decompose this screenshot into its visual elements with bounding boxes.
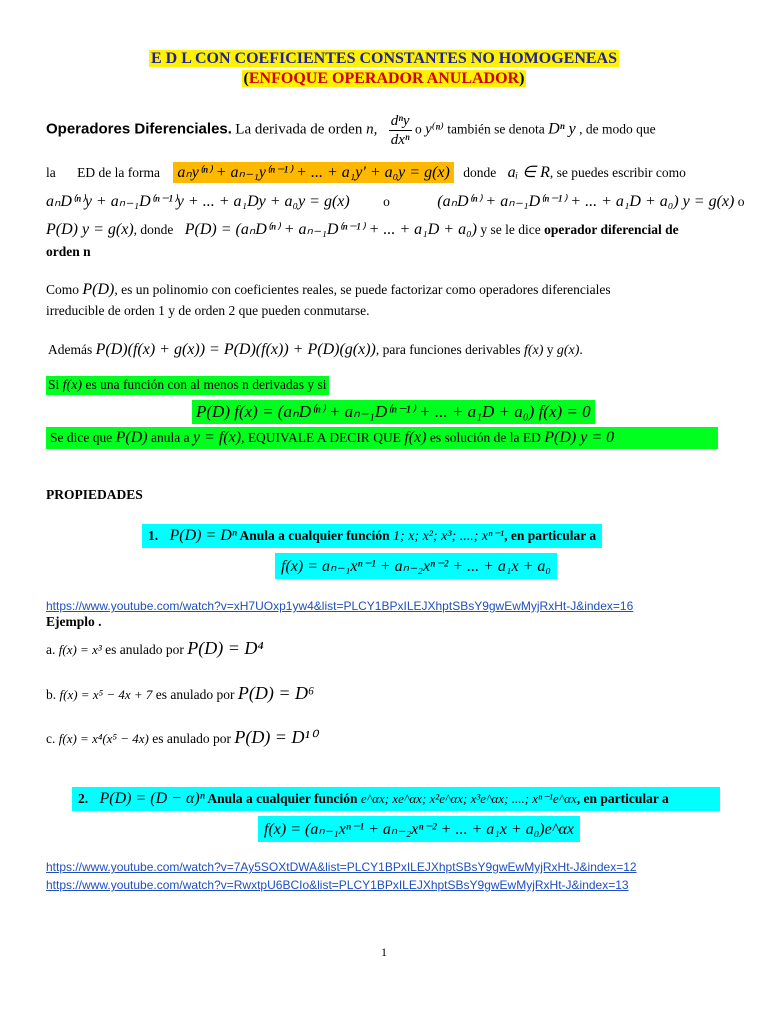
example-c-label: c. <box>46 731 59 746</box>
green-fx2: f(x) <box>404 429 427 446</box>
property-2-operator: P(D) = (D − α)ⁿ <box>99 790 205 807</box>
title-line-2: (ENFOQUE OPERADOR ANULADOR) <box>243 70 525 87</box>
example-a-text: es anulado por <box>101 642 188 657</box>
example-b-pd: P(D) = D⁶ <box>237 683 315 703</box>
intro-line-2 <box>46 162 724 182</box>
intro-text-3: , de modo que <box>579 121 656 137</box>
intro-o2: o <box>383 194 390 209</box>
orden-n-text: orden n <box>46 244 91 259</box>
intro-o: o <box>414 121 426 137</box>
intro-donde2: , donde <box>133 222 174 237</box>
intro-operador-diferencial: operador diferencial de <box>544 222 679 237</box>
example-b-text: es anulado por <box>152 687 238 702</box>
intro-line-1 <box>46 112 656 149</box>
example-c-pd: P(D) = D¹⁰ <box>234 727 318 747</box>
youtube-link-2[interactable] <box>46 859 637 875</box>
document-subtitle <box>0 70 768 88</box>
property-2-number: 2. <box>78 791 89 806</box>
example-c <box>46 727 317 748</box>
equation-factored-form: (aₙD⁽ⁿ⁾ + aₙ₋₁D⁽ⁿ⁻¹⁾ + ... + a₁D + a₀) y = g(x) <box>437 193 735 210</box>
youtube-link-3-text[interactable]: https://www.youtube.com/watch?v=RwxtpU6BCIo&list=PLCY1BPxILEJXhptSBsY9gwEwMyjRxHt-J&index=13 <box>46 878 629 892</box>
intro-donde: donde <box>463 165 497 180</box>
intro-ed-forma: ED de la forma <box>77 165 160 180</box>
intro-line-4 <box>46 219 726 239</box>
equation-pd-y: P(D) y = g(x) <box>46 221 134 238</box>
green-fx: f(x) <box>62 378 83 393</box>
como-text-a: Como <box>46 282 83 297</box>
green-yfx: y = f(x) <box>192 429 242 446</box>
ademas-dot: . <box>579 342 583 357</box>
equation-pd-definition: P(D) = (aₙD⁽ⁿ⁾ + aₙ₋₁D⁽ⁿ⁻¹⁾ + ... + a₁D + a₀) <box>184 221 477 238</box>
youtube-link-1-text[interactable]: https://www.youtube.com/watch?v=xH7UOxp1yw4&list=PLCY1BPxILEJXhptSBsY9gwEwMyjRxHt-J&index=16 <box>46 599 634 613</box>
linearity-equation: P(D)(f(x) + g(x)) = P(D)(f(x)) + P(D)(g(x)) <box>95 341 376 358</box>
ademas-line <box>48 341 583 359</box>
como-line-2 <box>46 303 370 319</box>
green-equivale: , EQUIVALE A DECIR QUE <box>241 430 405 445</box>
property-1-number: 1. <box>148 528 159 543</box>
property-2-particular: , en particular a <box>576 791 669 806</box>
ejemplo-text: Ejemplo . <box>46 614 102 629</box>
como-paragraph <box>46 281 724 299</box>
youtube-link-3[interactable] <box>46 877 629 893</box>
property-1-line-2 <box>275 553 557 579</box>
fraction-numerator: dⁿy <box>390 113 410 129</box>
propiedades-heading-text: PROPIEDADES <box>46 487 143 502</box>
intro-text-2: también se denota <box>447 121 549 137</box>
como-pd: P(D) <box>82 281 115 298</box>
green-pd: P(D) <box>115 429 148 446</box>
property-2-functions: e^αx; xe^αx; x²e^αx; x³e^αx; ....; xⁿ⁻¹e^αx <box>360 791 577 806</box>
page-number <box>0 945 768 960</box>
propiedades-heading <box>46 487 143 503</box>
property-1-functions: 1; x; x²; x³; ....; xⁿ⁻¹ <box>393 529 505 544</box>
intro-yn: y⁽ⁿ⁾ <box>425 121 444 138</box>
property-1-line-1 <box>142 524 602 548</box>
intro-heading: Operadores Diferenciales. <box>46 120 232 138</box>
example-b-fx: f(x) = x⁵ − 4x + 7 <box>59 687 153 702</box>
document-title <box>0 50 768 68</box>
property-2-text: Anula a cualquier función <box>204 791 361 806</box>
property-1-polynomial: f(x) = aₙ₋₁xⁿ⁻¹ + aₙ₋₂xⁿ⁻² + ... + a₁x + a₀ <box>281 558 551 575</box>
green-rest: es una función con al menos n derivadas y si <box>82 377 327 392</box>
property-1-text: Anula a cualquier función <box>236 528 394 543</box>
intro-orden-n <box>46 244 91 260</box>
example-c-fx: f(x) = x⁴(x⁵ − 4x) <box>58 731 149 746</box>
ademas-gx: g(x) <box>556 343 580 358</box>
equation-operator-form: aₙD⁽ⁿ⁾y + aₙ₋₁D⁽ⁿ⁻¹⁾y + ... + a₁Dy + a₀y = g(x) <box>46 193 350 210</box>
fraction-denominator: dxⁿ <box>390 132 410 148</box>
green-solucion: es solución de la ED <box>426 430 545 445</box>
example-a-fx: f(x) = x³ <box>58 642 102 657</box>
ademas-text-a: Además <box>48 342 96 357</box>
property-2-line-1 <box>72 787 720 811</box>
intro-o3: o <box>737 194 745 209</box>
example-a-pd: P(D) = D⁴ <box>187 638 264 658</box>
intro-dny: Dⁿ y <box>548 120 576 138</box>
example-b <box>46 683 314 704</box>
green-ed: P(D) y = 0 <box>544 429 615 446</box>
ademas-y: y <box>543 342 557 357</box>
example-c-text: es anulado por <box>148 731 235 746</box>
intro-text-1: La derivada de orden <box>235 121 367 138</box>
intro-line-3 <box>46 191 745 211</box>
green-si: Si <box>48 377 63 392</box>
example-a-label: a. <box>46 642 59 657</box>
como-line-2-text: irreducible de orden 1 y de orden 2 que pueden conmutarse. <box>46 303 370 318</box>
intro-se-dice: y se le dice <box>476 222 545 237</box>
green-anula: anula a <box>147 430 193 445</box>
annihilator-equation: P(D) f(x) = (aₙD⁽ⁿ⁾ + aₙ₋₁D⁽ⁿ⁻¹⁾ + ... + a₁D + a₀) f(x) = 0 <box>196 402 591 421</box>
como-text-b: , es un polinomio con coeficientes reales, se puede factorizar como operadores diferenciales <box>114 282 611 297</box>
title-line-1: E D L CON COEFICIENTES CONSTANTES NO HOMOGENEAS <box>150 50 617 67</box>
derivative-fraction <box>389 112 412 149</box>
intro-ai: aᵢ ∈ R <box>507 164 550 181</box>
intro-n: n, <box>366 121 378 138</box>
ejemplo-heading <box>46 614 102 630</box>
property-1-particular: , en particular a <box>504 528 597 543</box>
green-definition-line-3 <box>46 427 718 449</box>
intro-escribir: , se puedes escribir como <box>549 165 686 180</box>
ademas-fx: f(x) <box>523 343 544 358</box>
green-definition-equation <box>192 400 595 424</box>
page-number-text: 1 <box>381 945 387 959</box>
property-2-function: f(x) = (aₙ₋₁xⁿ⁻¹ + aₙ₋₂xⁿ⁻² + ... + a₁x + a₀)e^αx <box>264 821 574 838</box>
green-se-dice: Se dice que <box>50 430 116 445</box>
example-a <box>46 638 264 659</box>
youtube-link-1[interactable] <box>46 598 633 614</box>
property-1-operator: P(D) = Dⁿ <box>169 527 237 544</box>
example-b-label: b. <box>46 687 60 702</box>
intro-la: la <box>46 165 56 180</box>
youtube-link-2-text[interactable]: https://www.youtube.com/watch?v=7Ay5SOXtDWA&list=PLCY1BPxILEJXhptSBsY9gwEwMyjRxHt-J&index=12 <box>46 860 637 874</box>
green-definition-line-1 <box>46 376 329 395</box>
property-2-line-2 <box>258 816 580 842</box>
ademas-text-b: , para funciones derivables <box>375 342 524 357</box>
ed-equation-highlight: aₙy⁽ⁿ⁾ + aₙ₋₁y⁽ⁿ⁻¹⁾ + ... + a₁y' + a₀y = g(x) <box>173 162 454 183</box>
